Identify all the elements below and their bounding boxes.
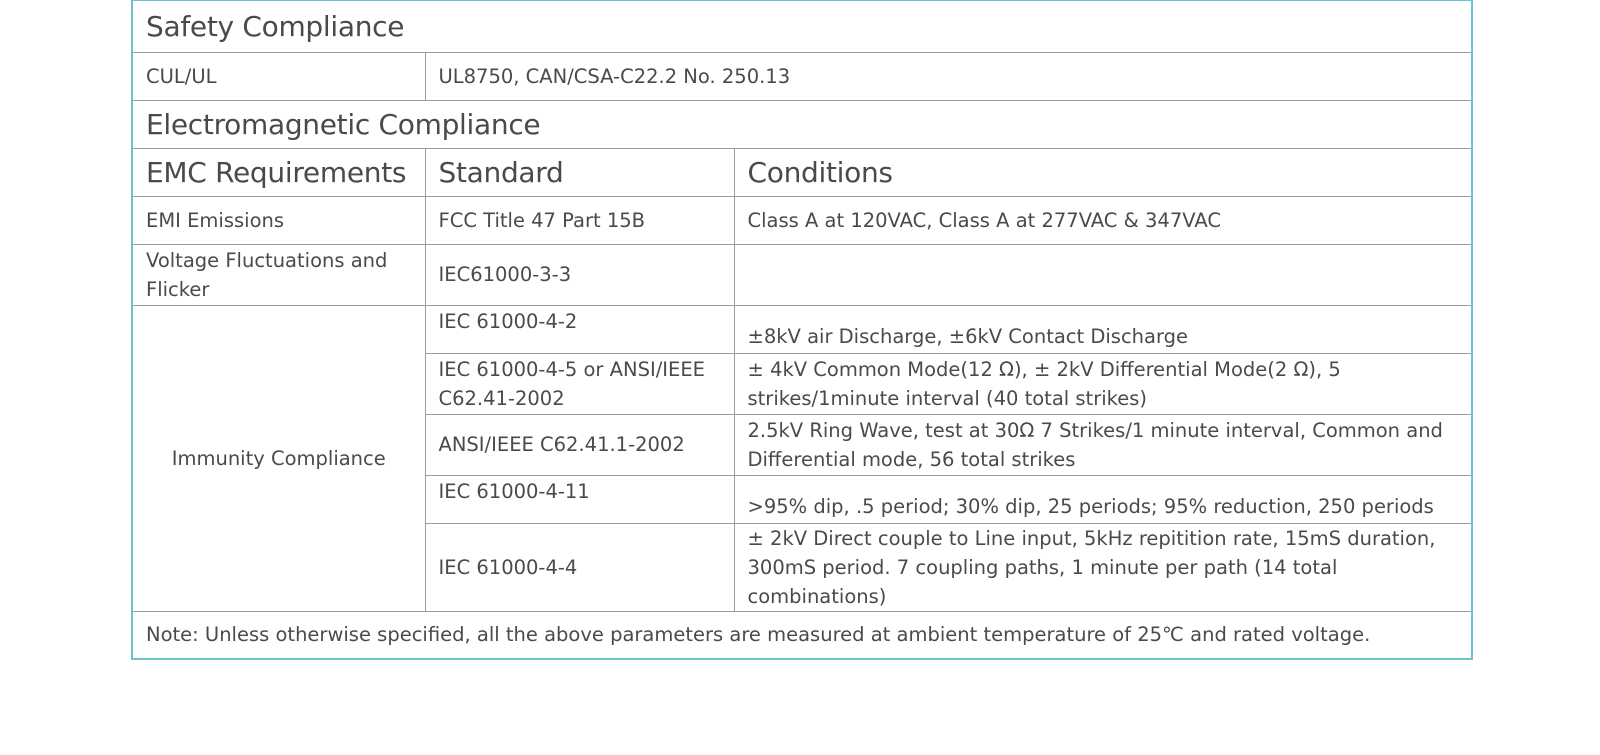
- table-note: Note: Unless otherwise specified, all the above parameters are measured at ambient temperature of 25℃ and rated voltage.: [132, 611, 1472, 659]
- cell-conditions: [734, 244, 1472, 305]
- cell-conditions: ± 4kV Common Mode(12 Ω), ± 2kV Differential Mode(2 Ω), 5 strikes/1minute interval (40 total strikes): [734, 353, 1472, 414]
- cell-standard: FCC Title 47 Part 15B: [425, 196, 734, 244]
- section-title-emc: Electromagnetic Compliance: [132, 100, 1472, 148]
- column-header-standard: Standard: [425, 148, 734, 196]
- cell-conditions: >95% dip, .5 period; 30% dip, 25 periods; 95% reduction, 250 periods: [734, 475, 1472, 523]
- cell-standard: IEC 61000-4-4: [425, 523, 734, 611]
- column-header-requirements: EMC Requirements: [132, 148, 425, 196]
- column-header-conditions: Conditions: [734, 148, 1472, 196]
- table-note-row: [132, 611, 1472, 659]
- table-row: [132, 52, 1472, 100]
- section-row-emc: [132, 100, 1472, 148]
- table-header-row: [132, 148, 1472, 196]
- cell-standard: IEC 61000-4-2: [425, 305, 734, 353]
- table-row: [132, 196, 1472, 244]
- specifications-table: [131, 0, 1473, 660]
- table-row: [132, 244, 1472, 305]
- cell-value: UL8750, CAN/CSA-C22.2 No. 250.13: [425, 52, 1472, 100]
- cell-conditions: ± 2kV Direct couple to Line input, 5kHz repitition rate, 15mS duration, 300mS period. 7 coupling paths, 1 minute per path (14 total combinations): [734, 523, 1472, 611]
- cell-requirement: Voltage Fluctuations and Flicker: [132, 244, 425, 305]
- cell-standard: ANSI/IEEE C62.41.1-2002: [425, 414, 734, 475]
- cell-requirement: EMI Emissions: [132, 196, 425, 244]
- cell-label: CUL/UL: [132, 52, 425, 100]
- cell-conditions: 2.5kV Ring Wave, test at 30Ω 7 Strikes/1 minute interval, Common and Differential mode, 56 total strikes: [734, 414, 1472, 475]
- cell-standard: IEC 61000-4-5 or ANSI/IEEE C62.41-2002: [425, 353, 734, 414]
- section-row-safety: [132, 0, 1472, 52]
- cell-standard: IEC 61000-4-11: [425, 475, 734, 523]
- cell-conditions: Class A at 120VAC, Class A at 277VAC & 347VAC: [734, 196, 1472, 244]
- table-row: [132, 305, 1472, 353]
- section-title-safety: Safety Compliance: [132, 0, 1472, 52]
- cell-conditions: ±8kV air Discharge, ±6kV Contact Discharge: [734, 305, 1472, 353]
- cell-standard: IEC61000-3-3: [425, 244, 734, 305]
- cell-requirement-immunity: Immunity Compliance: [132, 305, 425, 611]
